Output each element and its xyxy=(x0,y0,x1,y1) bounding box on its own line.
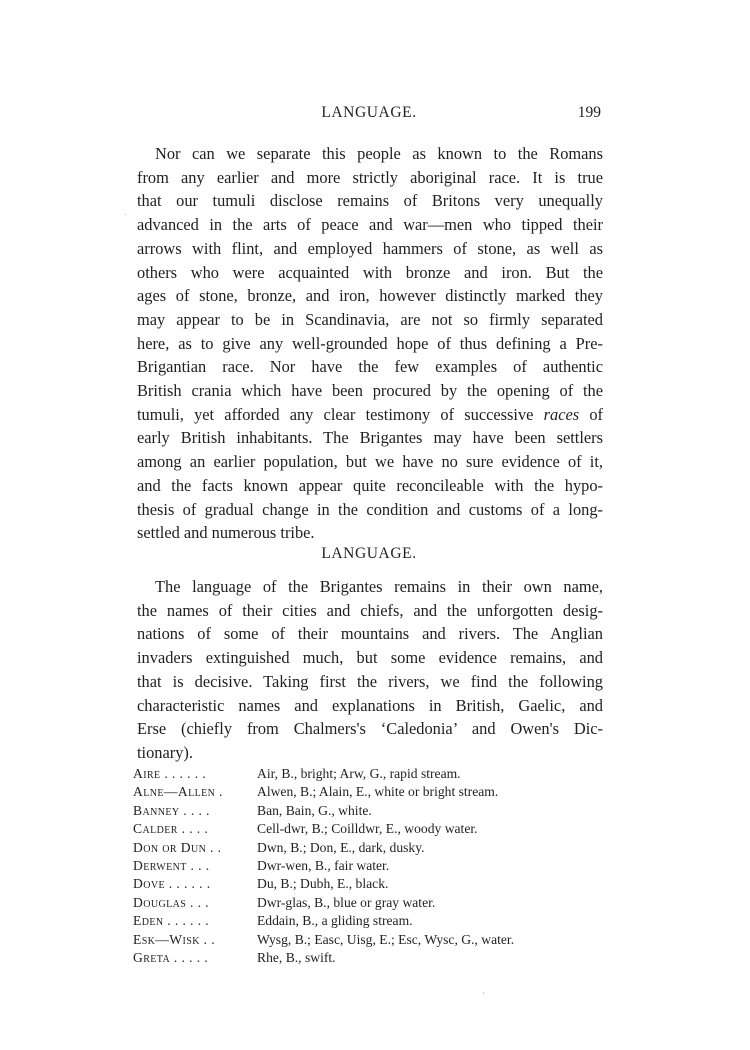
text-line: The language of the Brigantes remains in their own name, xyxy=(155,577,603,596)
text-line: arrows with flint, and employed hammers of stone, as well as xyxy=(137,238,603,258)
river-name: Calder . . . . xyxy=(133,821,209,837)
text-line: tionary). xyxy=(137,742,193,762)
text-line: Nor can we separate this people as known to the Romans xyxy=(155,144,603,163)
text-line: that our tumuli disclose remains of Britons very unequally xyxy=(137,191,603,211)
river-etymology: Cell-dwr, B.; Coilldwr, E., woody water. xyxy=(257,821,478,837)
text-line: ages of stone, bronze, and iron, however distinctly marked they xyxy=(137,286,603,306)
glossary-entry xyxy=(133,931,603,949)
river-name: Esk—Wisk . . xyxy=(133,931,216,947)
paper-speck: , xyxy=(482,985,486,996)
glossary-entry xyxy=(133,912,603,930)
river-etymology: Ban, Bain, G., white. xyxy=(257,802,372,818)
glossary-entry xyxy=(133,839,603,857)
page-number: 199 xyxy=(577,104,601,121)
text-line: British crania which have been procured by the opening of the xyxy=(137,381,603,401)
river-etymology: Wysg, B.; Easc, Uisg, E.; Esc, Wysc, G., water. xyxy=(257,931,515,947)
glossary-entry xyxy=(133,802,603,820)
text-line: among an earlier population, but we have no sure evidence of it, xyxy=(137,452,603,472)
glossary-entry xyxy=(133,820,603,838)
running-head xyxy=(137,104,601,130)
text-line: may appear to be in Scandinavia, are not so firmly separated xyxy=(137,309,603,329)
glossary-entry xyxy=(133,875,603,893)
text-line: others who were acquainted with bronze and iron. But the xyxy=(137,262,603,282)
river-etymology: Dwn, B.; Don, E., dark, dusky. xyxy=(257,839,425,855)
glossary-entry xyxy=(133,765,603,783)
text-segment: tumuli, yet afforded any clear testimony of successive xyxy=(137,404,534,424)
river-name: Don or Dun . . xyxy=(133,839,222,855)
river-name: Derwent . . . xyxy=(133,858,210,874)
river-etymology: Dwr-glas, B., blue or gray water. xyxy=(257,894,436,910)
text-line: the names of their cities and chiefs, and the unforgotten desig- xyxy=(137,600,603,620)
section-heading: LANGUAGE. xyxy=(321,545,417,562)
text-line: that is decisive. Taking first the rivers, we find the following xyxy=(137,671,603,691)
text-line: early British inhabitants. The Brigantes may have been settlers xyxy=(137,428,603,448)
text-line: settled and numerous tribe. xyxy=(137,523,315,543)
text-line: invaders extinguished much, but some evidence remains, and xyxy=(137,648,603,668)
running-title: LANGUAGE. xyxy=(321,104,417,121)
text-line: nations of some of their mountains and rivers. The Anglian xyxy=(137,624,603,644)
text-line: and the facts known appear quite reconcileable with the hypo- xyxy=(137,475,603,495)
text-line: Brigantian race. Nor have the few examples of authentic xyxy=(137,357,603,377)
paper-speck: . xyxy=(124,207,128,218)
river-name: Douglas . . . xyxy=(133,894,209,910)
river-name: Alne—Allen . xyxy=(133,784,223,800)
river-etymology: Du, B.; Dubh, E., black. xyxy=(257,876,389,892)
glossary-entry xyxy=(133,894,603,912)
text-line: Erse (chiefly from Chalmers's ‘Caledonia’ and Owen's Dic- xyxy=(137,719,603,739)
river-etymology: Air, B., bright; Arw, G., rapid stream. xyxy=(257,766,461,781)
text-segment: of xyxy=(579,404,603,424)
text-line: thesis of gradual change in the condition and customs of a long- xyxy=(137,499,603,519)
river-etymology: Dwr-wen, B., fair water. xyxy=(257,858,390,874)
paragraph-origins xyxy=(137,142,603,545)
glossary-entry xyxy=(133,949,603,967)
river-name: Greta . . . . . xyxy=(133,950,209,966)
text-line-with-italic xyxy=(137,403,603,427)
text-line: from any earlier and more strictly aboriginal race. It is true xyxy=(137,167,603,187)
river-etymology: Alwen, B.; Alain, E., white or bright stream. xyxy=(257,784,499,800)
paragraph-language xyxy=(137,575,603,765)
river-name: Eden . . . . . . xyxy=(133,913,210,929)
glossary-entry xyxy=(133,783,603,801)
text-line: characteristic names and explanations in British, Gaelic, and xyxy=(137,695,603,715)
river-etymology: Rhe, B., swift. xyxy=(257,950,336,966)
river-name-glossary xyxy=(133,765,603,967)
river-name: Dove . . . . . . xyxy=(133,876,211,892)
text-line: advanced in the arts of peace and war—men who tipped their xyxy=(137,215,603,235)
river-name: Aire . . . . . . xyxy=(133,766,207,781)
glossary-entry xyxy=(133,857,603,875)
italic-word: races xyxy=(543,404,580,424)
river-name: Banney . . . . xyxy=(133,802,210,818)
river-etymology: Eddain, B., a gliding stream. xyxy=(257,913,413,929)
text-line: here, as to give any well-grounded hope of thus defining a Pre- xyxy=(137,333,603,353)
